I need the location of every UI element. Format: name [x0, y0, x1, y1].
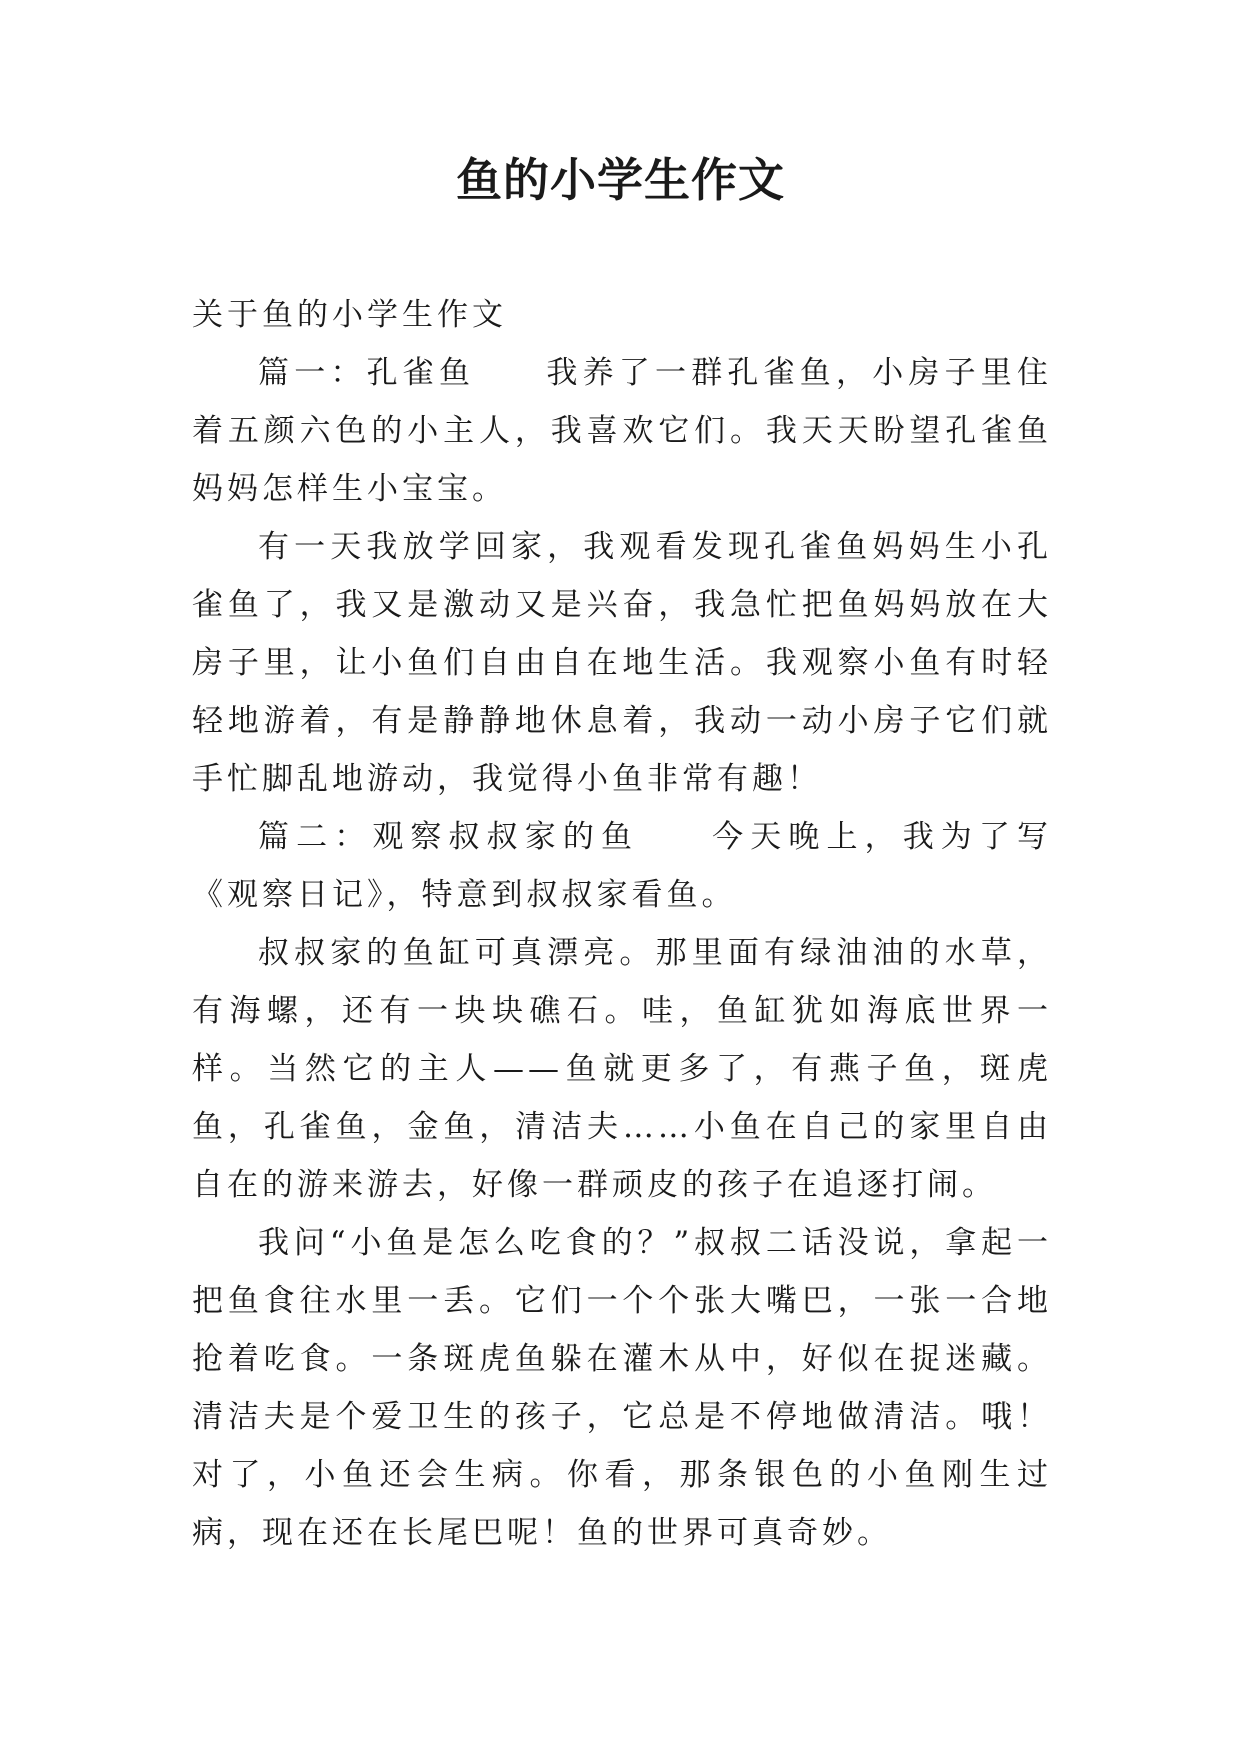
part2-p1-text: 今天晚上，我为了写《观察日记》，特意到叔叔家看鱼。 [192, 819, 1053, 913]
part1-p1-text: 我养了一群孔雀鱼，小房子里住着五颜六色的小主人，我喜欢它们。我天天盼望孔雀鱼妈妈怎样生小宝宝。 [192, 355, 1053, 507]
intro-line: 关于鱼的小学生作文 [192, 297, 507, 333]
part2-heading: 篇二：观察叔叔家的鱼 [258, 819, 640, 855]
part1-heading: 篇一：孔雀鱼 [258, 355, 476, 391]
document-title: 鱼的小学生作文 [456, 153, 785, 207]
part1-paragraph-2: 有一天我放学回家，我观看发现孔雀鱼妈妈生小孔雀鱼了，我又是激动又是兴奋，我急忙把鱼妈妈放在大房子里，让小鱼们自由自在地生活。我观察小鱼有时轻轻地游着，有是静静地休息着，我动一动小房子它们就手忙脚乱地游动，我觉得小鱼非常有趣！ [192, 529, 1052, 797]
part2-paragraph-2: 叔叔家的鱼缸可真漂亮。那里面有绿油油的水草，有海螺，还有一块块礁石。哇，鱼缸犹如海底世界一样。当然它的主人——鱼就更多了，有燕子鱼，斑虎鱼，孔雀鱼，金鱼，清洁夫……小鱼在自己的家里自由自在的游来游去，好像一群顽皮的孩子在追逐打闹。 [192, 935, 1052, 1203]
part2-paragraph-3: 我问“小鱼是怎么吃食的？”叔叔二话没说，拿起一把鱼食往水里一丢。它们一个个张大嘴巴，一张一合地抢着吃食。一条斑虎鱼躲在灌木从中，好似在捉迷藏。清洁夫是个爱卫生的孩子，它总是不停地做清洁。哦！对了，小鱼还会生病。你看，那条银色的小鱼刚生过病，现在还在长尾巴呢！鱼的世界可真奇妙。 [192, 1225, 1052, 1551]
part2-paragraph-1 [192, 808, 1052, 924]
part1-paragraph-1 [192, 344, 1052, 518]
document-body [192, 286, 1052, 1562]
